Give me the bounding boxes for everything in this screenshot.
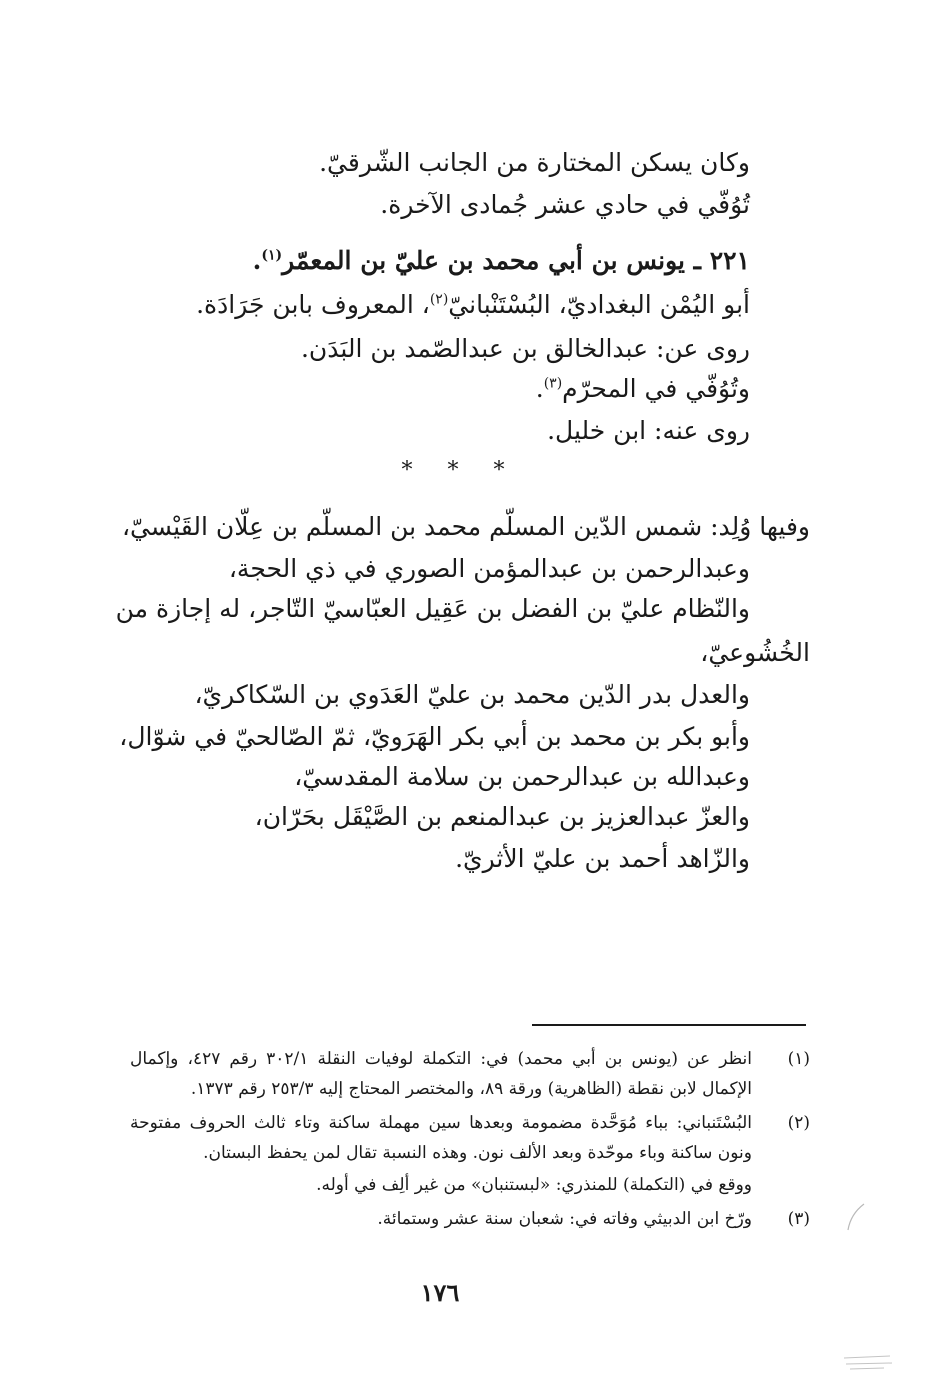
footnote-3-line-1: ورّخ ابن الدبيثي وفاته في: شعبان سنة عشر وستمائة.: [377, 1209, 752, 1229]
footnote-ref-1: (١): [261, 247, 283, 264]
entry-death-end: .: [535, 374, 544, 403]
entry-heading: [150, 244, 750, 278]
entry-heading-text: ٢٢١ ـ يونس بن أبي محمد بن عليّ بن المعمّر: [282, 246, 750, 275]
births-line-2: وعبدالرحمن بن عبدالمؤمن الصوري في ذي الحجة،: [228, 554, 750, 583]
footnote-2: [130, 1108, 810, 1202]
margin-pencil-mark: [838, 1200, 868, 1234]
births-line-8: والعزّ عبدالعزيز بن عبدالمنعم بن الصَّيْقَل بحَرّان،: [254, 802, 750, 831]
entry-death-text: وتُوُفّي في المحرّم: [562, 374, 750, 403]
footnote-ref-2: (٢): [429, 291, 449, 308]
footnote-1-number: (١): [787, 1049, 810, 1069]
footnote-2-line-1: البُسْتَنباني: بباء مُوَحَّدة مضمومة وبعدها سين مهملة ساكنة وتاء ثالث الحروف مفتوحة: [130, 1113, 752, 1133]
footnote-2-number: (٢): [787, 1113, 810, 1133]
text-line-1: وكان يسكن المختارة من الجانب الشّرقيّ.: [319, 148, 750, 177]
births-line-1: وفيها وُلِد: شمس الدّين المسلّم محمد بن المسلّم بن عِلّان القَيْسيّ،: [121, 512, 810, 541]
births-line-6: وأبو بكر بن محمد بن أبي بكر الهَرَويّ، ثمّ الصّالحيّ في شوّال،: [119, 722, 750, 751]
footnote-1-line-2: الإكمال لابن نقطة (الظاهرية) ورقة ٨٩، والمختصر المحتاج إليه ٢٥٣/٣ رقم ١٣٧٣.: [190, 1079, 752, 1099]
page-number: ١٧٦: [420, 1278, 460, 1307]
text-line-2: تُوُفّي في حادي عشر جُمادى الآخرة.: [380, 190, 750, 219]
entry-narrated-from: روى عن: عبدالخالق بن عبدالصّمد بن البَدَن.: [300, 334, 750, 363]
entry-death-line: [150, 372, 750, 406]
entry-narrated-by: روى عنه: ابن خليل.: [547, 416, 750, 445]
margin-scribble-mark: [840, 1352, 896, 1372]
births-line-5: والعدل بدر الدّين محمد بن عليّ العَدَوي بن السّكاكريّ،: [194, 680, 750, 709]
footnote-3: [130, 1204, 810, 1236]
births-line-9: والزّاهد أحمد بن عليّ الأثريّ.: [455, 844, 750, 873]
entry-nisba-b: ، المعروف بابن جَرَادَة.: [196, 290, 430, 319]
footnote-1-line-1: انظر عن (يونس بن أبي محمد) في: التكملة لوفيات النقلة ٣٠٢/١ رقم ٤٢٧، وإكمال: [130, 1049, 752, 1069]
births-line-7: وعبدالله بن عبدالرحمن بن سلامة المقدسيّ،: [294, 762, 750, 791]
entry-nisba-a: أبو اليُمْن البغداديّ، البُسْتَنْبانيّ: [448, 290, 750, 319]
entry-heading-end: .: [252, 246, 262, 275]
footnote-3-number: (٣): [787, 1209, 810, 1229]
footnote-2-line-2: ونون ساكنة وباء موحّدة وبعد الألف نون. وهذه النسبة تقال لمن يحفظ البستان.: [203, 1143, 752, 1163]
footnote-1: [130, 1044, 810, 1108]
births-line-4: الخُشُوعيّ،: [700, 638, 810, 667]
births-line-3: والنّظام عليّ بن الفضل بن عَقِيل العبّاسيّ التّاجر، له إجازة من: [115, 594, 750, 623]
section-separator: * * *: [401, 458, 519, 483]
footnote-separator: [532, 1024, 806, 1026]
entry-nisba-line: [150, 288, 750, 322]
footnote-ref-3: (٣): [543, 375, 563, 392]
footnote-2-line-3: ووقع في (التكملة) للمنذري: «لبستنبان» من غير ألِف في أوله.: [316, 1175, 752, 1195]
